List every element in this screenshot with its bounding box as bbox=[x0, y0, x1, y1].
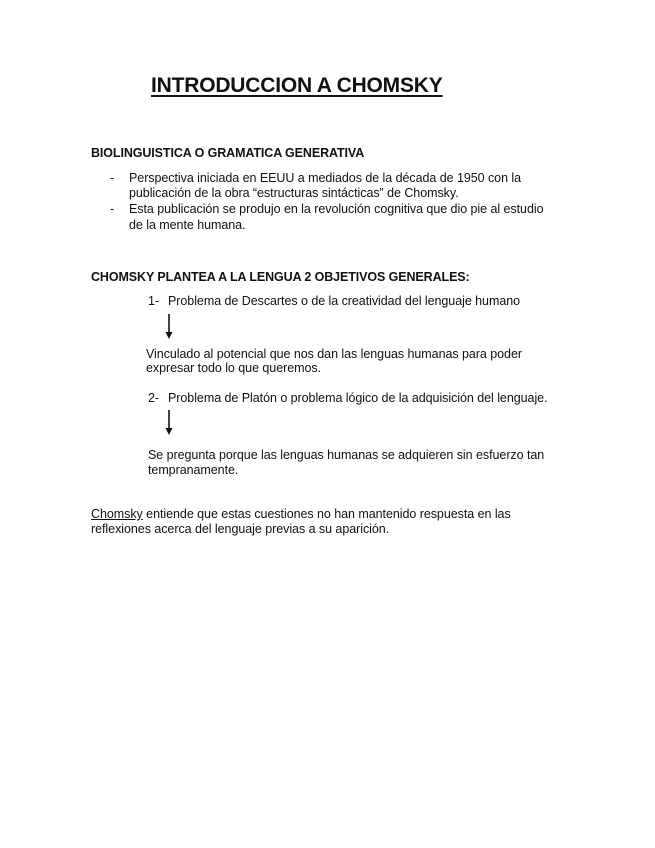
conclusion-text: entiende que estas cuestiones no han mantenido respuesta en las bbox=[142, 507, 511, 521]
page-title: INTRODUCCION A CHOMSKY bbox=[151, 74, 443, 97]
objective-explanation-line: Vinculado al potencial que nos dan las lenguas humanas para poder bbox=[146, 347, 522, 361]
objective-explanation-line: expresar todo lo que queremos. bbox=[146, 361, 321, 375]
conclusion-line bbox=[91, 507, 511, 522]
objective-text: Problema de Platón o problema lógico de la adquisición del lenguaje. bbox=[168, 391, 548, 405]
chomsky-underlined: Chomsky bbox=[91, 507, 143, 521]
bullet-marker: - bbox=[110, 202, 115, 216]
section-heading-biolinguistica: BIOLINGUISTICA O GRAMATICA GENERATIVA bbox=[91, 146, 365, 160]
objective-text: Problema de Descartes o de la creatividad del lenguaje humano bbox=[168, 294, 521, 308]
conclusion-line: reflexiones acerca del lenguaje previas a su aparición. bbox=[91, 522, 390, 536]
bullet-text-line: de la mente humana. bbox=[129, 218, 246, 232]
section-heading-objetivos: CHOMSKY PLANTEA A LA LENGUA 2 OBJETIVOS GENERALES: bbox=[91, 270, 470, 284]
objective-explanation-line: tempranamente. bbox=[148, 463, 239, 477]
down-arrow-icon bbox=[164, 410, 174, 436]
bullet-text-line: publicación de la obra “estructuras sintácticas” de Chomsky. bbox=[129, 186, 459, 200]
objective-number: 2- bbox=[148, 391, 160, 405]
objective-number: 1- bbox=[148, 294, 160, 308]
bullet-text-line: Perspectiva iniciada en EEUU a mediados de la década de 1950 con la bbox=[129, 171, 522, 185]
bullet-marker: - bbox=[110, 171, 115, 185]
down-arrow-icon bbox=[164, 314, 174, 340]
bullet-text-line: Esta publicación se produjo en la revolución cognitiva que dio pie al estudio bbox=[129, 202, 544, 216]
objective-explanation-line: Se pregunta porque las lenguas humanas se adquieren sin esfuerzo tan bbox=[148, 448, 545, 462]
